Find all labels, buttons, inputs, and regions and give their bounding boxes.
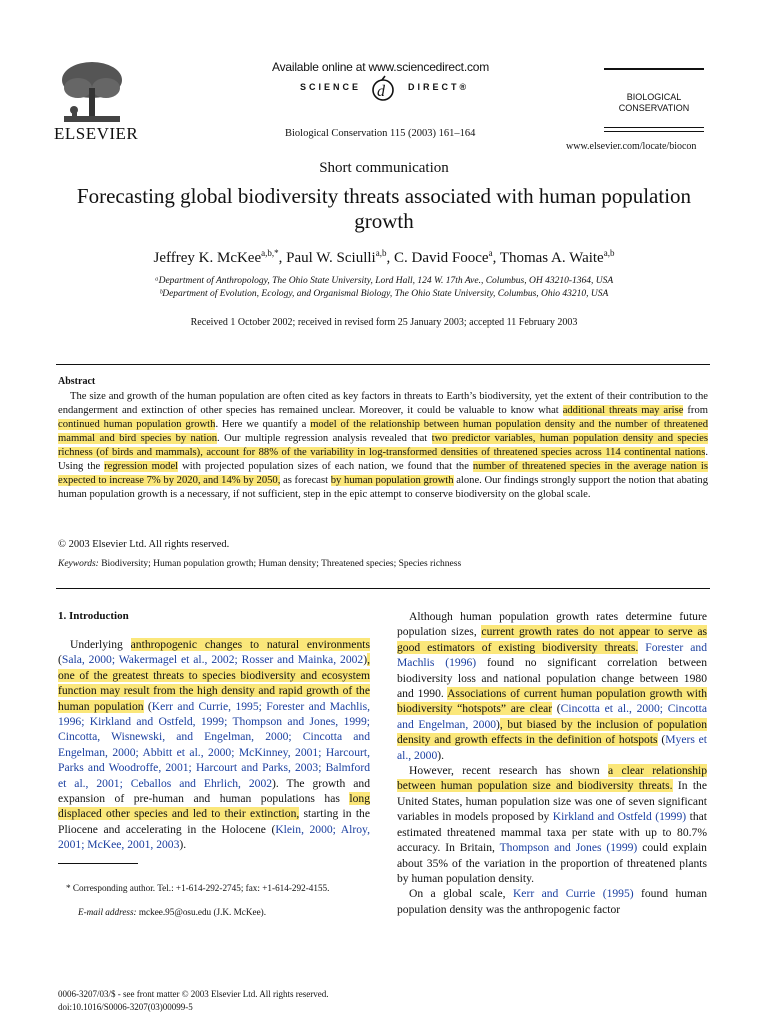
highlight: additional threats may arise	[562, 405, 684, 416]
divider	[56, 588, 710, 589]
highlight: , one of the greatest threats to species biodiversity and ecosystem function may result from the high density and rapid growth of the human population	[58, 653, 370, 713]
section-heading-introduction: 1. Introduction	[58, 610, 129, 622]
text: (	[552, 702, 561, 716]
text: starting in the Pliocene and accelerating in the Holocene (	[58, 807, 370, 836]
divider	[604, 68, 704, 70]
journal-title-line2: CONSERVATION	[618, 103, 690, 113]
text: In the United States, human population size was one of seven significant variables in models proposed by	[397, 779, 707, 824]
email-footnote	[78, 907, 266, 917]
text: (	[143, 699, 152, 713]
journal-url-link[interactable]: www.elsevier.com/locate/biocon	[566, 141, 697, 152]
keywords-label: Keywords:	[58, 559, 99, 569]
text: could explain about 35% of the variation in the proportion of threatened plants by human population density.	[397, 841, 707, 885]
affiliation-a: ᵃDepartment of Anthropology, The Ohio State University, Lord Hall, 124 W. 17th Ave., Columbus, OH 43210-1364, USA	[154, 276, 614, 286]
text: Although human population growth rates determine future population sizes,	[397, 610, 707, 639]
highlight: model of the relationship between human population density and the number of threatened mammal and bird species by nation	[58, 419, 708, 444]
text: ).	[179, 838, 187, 852]
citation-link[interactable]: Thompson and Jones (1999)	[499, 841, 638, 855]
author-affiliation-mark: a,b	[375, 248, 387, 258]
text: ).	[437, 748, 445, 762]
author-affiliation-mark: a,b	[603, 248, 615, 258]
keywords-list: Biodiversity; Human population growth; Human density; Threatened species; Species richness	[98, 559, 462, 569]
copyright-text: © 2003 Elsevier Ltd. All rights reserved.	[58, 539, 230, 550]
author-name: Paul W. Sciulli	[286, 250, 376, 266]
citation-link[interactable]: Klein, 2000; Alroy, 2001; McKee, 2001, 2003	[58, 822, 370, 852]
citation-link[interactable]: Sala, 2000; Wakermagel et al., 2002; Rosser and Mainka, 2002	[61, 653, 364, 667]
text: )	[363, 653, 368, 667]
author-list: Jeffrey K. McKee$^{a,b,*}$, Paul W. Sciulli$^{a,b}$, C. David Fooce$^a$, Thomas A. Waite$^{a,b}$	[153, 248, 615, 266]
sciencedirect-left-text: SCIENCE	[300, 82, 362, 92]
citation-link[interactable]: Kirkland and Ostfeld (1999)	[552, 810, 687, 824]
citation-link[interactable]: Kerr and Currie, 1995; Forester and Machlis, 1996; Kirkland and Ostfeld, 1999; Thompson and Jones, 1999; Cincotta, Wisnewski, and Engelman, 2000; Cincotta and Engelman, 2000; Abbitt et al., 2000; McKinney, 2001; Harcourt, Parks and Woodroffe, 2001; Harcourt and Parks, 2003; Balmford et al., 2001; Ceballos and Ehrlich, 2002	[58, 699, 371, 790]
highlight: regression model	[104, 461, 179, 472]
abstract-heading: Abstract	[58, 376, 96, 387]
author-affiliation-mark: a	[488, 248, 493, 258]
sciencedirect-d-icon	[368, 74, 398, 104]
right-column	[397, 609, 707, 917]
citation-link[interactable]: Cincotta et al., 2000; Cincotta and Engelman, 2000	[397, 702, 707, 731]
text: On a global scale,	[409, 887, 513, 901]
footnote-divider	[58, 863, 138, 864]
highlight: continued human population growth	[58, 419, 216, 430]
divider	[604, 127, 704, 128]
text: as forecast	[280, 475, 331, 486]
paragraph	[397, 609, 707, 763]
citation-link[interactable]: Myers et al., 2000	[397, 733, 707, 762]
text: )	[496, 717, 500, 731]
author-affiliation-mark: a,b,*	[261, 248, 279, 258]
divider	[56, 364, 710, 365]
text: . Our multiple regression analysis revealed that	[217, 433, 432, 444]
text: . Here we quantify a	[215, 419, 311, 430]
highlight: anthropogenic changes to natural environments	[130, 638, 370, 651]
doi-line[interactable]: doi:10.1016/S0006-3207(03)00099-5	[58, 1002, 193, 1012]
publisher-name: ELSEVIER	[54, 124, 139, 143]
journal-title	[604, 92, 704, 114]
highlight: number of threatened species in the average nation is expected to increase 7% by 2020, and 14% by 2050,	[58, 461, 708, 486]
text: with projected population sizes of each nation, we found that the	[178, 461, 473, 472]
journal-title-line1: BIOLOGICAL	[626, 92, 682, 102]
text: The size and growth of the human population are often cited as key factors in threats to Earth’s biodiversity, yet the extent of their contribution to the endangerment and extinction of other species has remained unclear. Moreover, it could be valuable to know what	[58, 391, 708, 416]
text: found no significant correlation between biodiversity loss and national population change between 1980 and 1990.	[397, 656, 707, 701]
text: Underlying	[70, 638, 131, 651]
highlight: by human population growth	[330, 475, 454, 486]
affiliation-b: ᵇDepartment of Evolution, Ecology, and Organismal Biology, The Ohio State University, Columbus, Ohio 43210, USA	[159, 289, 609, 299]
email-label: E-mail address:	[78, 907, 137, 917]
author-name: C. David Fooce	[393, 250, 489, 266]
journal-reference: Biological Conservation 115 (2003) 161–164	[285, 128, 476, 139]
text: ). The growth and expansion of pre-human and human populations has	[58, 776, 370, 806]
paragraph	[58, 637, 370, 853]
available-online-text[interactable]: Available online at www.sciencedirect.com	[272, 60, 490, 74]
author-name: Thomas A. Waite	[499, 250, 604, 266]
citation-link[interactable]: Forester and Machlis (1996)	[397, 640, 707, 670]
article-title: Forecasting global biodiversity threats associated with human population growth	[76, 184, 692, 233]
highlight: two predictor variables, human population density and species richness (of birds and mammals), account for 88% of the variability in log-transformed densities of threatened species across 114 continental nations	[58, 433, 709, 458]
highlight: Associations of current human population growth with biodiversity “hotspots” are clear	[397, 687, 708, 716]
text: alone. Our findings strongly support the notion that abating human population growth is a necessary, if not sufficient, step in the epic attempt to conserve biodiversity on the global scale.	[58, 475, 708, 500]
front-matter-line: 0006-3207/03/$ - see front matter © 2003 Elsevier Ltd. All rights reserved.	[58, 989, 329, 999]
text: (	[657, 733, 666, 747]
highlight: , but biased by the inclusion of population density and growth effects in the definition of hotspots	[397, 717, 707, 747]
paragraph	[397, 763, 707, 886]
keywords	[58, 559, 461, 569]
text: from	[683, 405, 708, 416]
text: (	[58, 653, 62, 667]
elsevier-tree-logo-icon	[56, 58, 128, 128]
author-name: Jeffrey K. McKee	[153, 250, 262, 266]
svg-text:d: d	[377, 83, 385, 100]
citation-link[interactable]: Kerr and Currie (1995)	[512, 887, 634, 901]
divider	[604, 131, 704, 132]
highlight: current growth rates do not appear to serve as good estimators of existing biodiversity threats.	[397, 625, 707, 654]
text: . Using the	[58, 447, 708, 472]
email-address[interactable]: mckee.95@osu.edu (J.K. McKee).	[136, 907, 267, 917]
text: found human population density was the anthropogenic factor	[397, 887, 708, 916]
abstract-text	[58, 390, 708, 502]
highlight: long displaced other species and led to their extinction,	[58, 792, 370, 821]
left-column	[58, 637, 370, 853]
received-dates: Received 1 October 2002; received in revised form 25 January 2003; accepted 11 February 2003	[190, 317, 578, 328]
corresponding-author-footnote: * Corresponding author. Tel.: +1-614-292-2745; fax: +1-614-292-4155.	[66, 883, 330, 893]
text: that estimated threatened mammal taxa per state with up to 80.7% accuracy. In Britain,	[397, 810, 707, 855]
paragraph	[397, 886, 707, 917]
section-label: Short communication	[319, 160, 449, 176]
highlight: a clear relationship between human population size and biodiversity threats.	[397, 764, 708, 793]
sciencedirect-right-text: DIRECT®	[408, 82, 470, 92]
text: However, recent research has shown	[409, 764, 609, 778]
